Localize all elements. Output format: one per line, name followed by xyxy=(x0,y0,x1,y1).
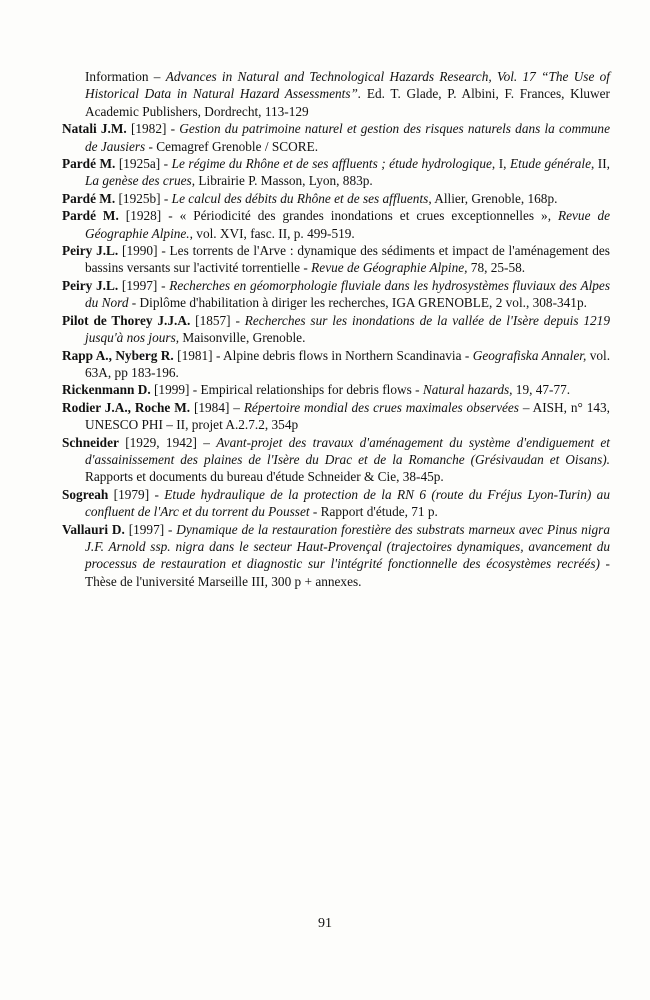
reference-entry: Rodier J.A., Roche M. [1984] – Répertoire mondial des crues maximales observées – AISH, n° 143, UNESCO PHI – II, projet A.2.7.2, 354p xyxy=(62,399,610,433)
reference-list xyxy=(62,68,610,590)
reference-entry: Natali J.M. [1982] - Gestion du patrimoine naturel et gestion des risques naturels dans la commune de Jausiers - Cemagref Grenoble / SCORE. xyxy=(62,121,610,154)
reference-author: Pardé M. xyxy=(62,208,119,224)
reference-entry: Vallauri D. [1997] - Dynamique de la restauration forestière des substrats marneux avec Pinus nigra J.F. Arnold ssp. nigra dans le secteur Haut-Provençal (trajectoires dynamiques, avancement du processus de restauration et diagnostic sur l'intégrité fonctionnelle des écosystèmes recréés) - Thèse de l'université Marseille III, 300 p + annexes. xyxy=(62,521,611,589)
reference-entry: Pardé M. [1928] - « Périodicité des grandes inondations et crues exceptionnelles », Revue de Géographie Alpine., vol. XVI, fasc. II, p. 499-519. xyxy=(62,208,610,241)
reference-author: Pardé M. xyxy=(62,156,116,172)
reference-entry: Schneider [1929, 1942] – Avant-projet des travaux d'aménagement du système d'endiguement et d'assainissement des plaines de l'Isère du Drac et de la Romanche (Grésivaudan et Oisans). Rapports et documents du bureau d'étude Schneider & Cie, 38-45p. xyxy=(62,434,610,485)
reference-entry: Rickenmann D. [1999] - Empirical relationships for debris flows - Natural hazards, 19, 47-77. xyxy=(62,382,571,398)
reference-author: Pardé M. xyxy=(62,190,116,206)
reference-author: Sogreah xyxy=(62,486,109,502)
reference-author: Peiry J.L. xyxy=(62,243,119,259)
page-number: 91 xyxy=(318,916,332,931)
reference-author: Schneider xyxy=(62,434,119,450)
reference-entry: Sogreah [1979] - Etude hydraulique de la protection de la RN 6 (route du Fréjus Lyon-Turin) au confluent de l'Arc et du torrent du Pousset - Rapport d'étude, 71 p. xyxy=(62,486,610,520)
reference-author: Rodier J.A., Roche M. xyxy=(62,399,191,415)
reference-entry: Rapp A., Nyberg R. [1981] - Alpine debris flows in Northern Scandinavia - Geografiska Annaler, vol. 63A, pp 183-196. xyxy=(62,347,611,380)
reference-entry: Pilot de Thorey J.J.A. [1857] - Recherches sur les inondations de la vallée de l'Isère depuis 1219 jusqu'à nos jours, Maisonville, Grenoble. xyxy=(62,312,610,346)
reference-author: Vallauri D. xyxy=(62,521,125,537)
reference-entry: Information – Advances in Natural and Technological Hazards Research, Vol. 17 “The Use of Historical Data in Natural Hazard Assessments”. Ed. T. Glade, P. Albini, F. Frances, Kluwer Academic Publishers, Dordrecht, 113-129 xyxy=(85,69,610,119)
reference-entry: Pardé M. [1925a] - Le régime du Rhône et de ses affluents ; étude hydrologique, I, Etude générale, II, La genèse des crues, Librairie P. Masson, Lyon, 883p. xyxy=(62,156,610,189)
reference-entry: Peiry J.L. [1990] - Les torrents de l'Arve : dynamique des sédiments et impact de l'aménagement des bassins versants sur l'activité torrentielle - Revue de Géographie Alpine, 78, 25-58. xyxy=(62,243,610,276)
reference-author: Rapp A., Nyberg R. xyxy=(62,347,174,363)
reference-author: Peiry J.L. xyxy=(62,277,119,293)
reference-author: Natali J.M. xyxy=(62,121,127,137)
reference-entry: Pardé M. [1925b] - Le calcul des débits du Rhône et de ses affluents, Allier, Grenoble, 168p. xyxy=(62,190,558,206)
reference-author: Rickenmann D. xyxy=(62,382,151,398)
reference-author: Pilot de Thorey J.J.A. xyxy=(62,312,191,328)
reference-entry: Peiry J.L. [1997] - Recherches en géomorphologie fluviale dans les hydrosystèmes fluviaux des Alpes du Nord - Diplôme d'habilitation à diriger les recherches, IGA GRENOBLE, 2 vol., 308-341p. xyxy=(62,277,610,311)
